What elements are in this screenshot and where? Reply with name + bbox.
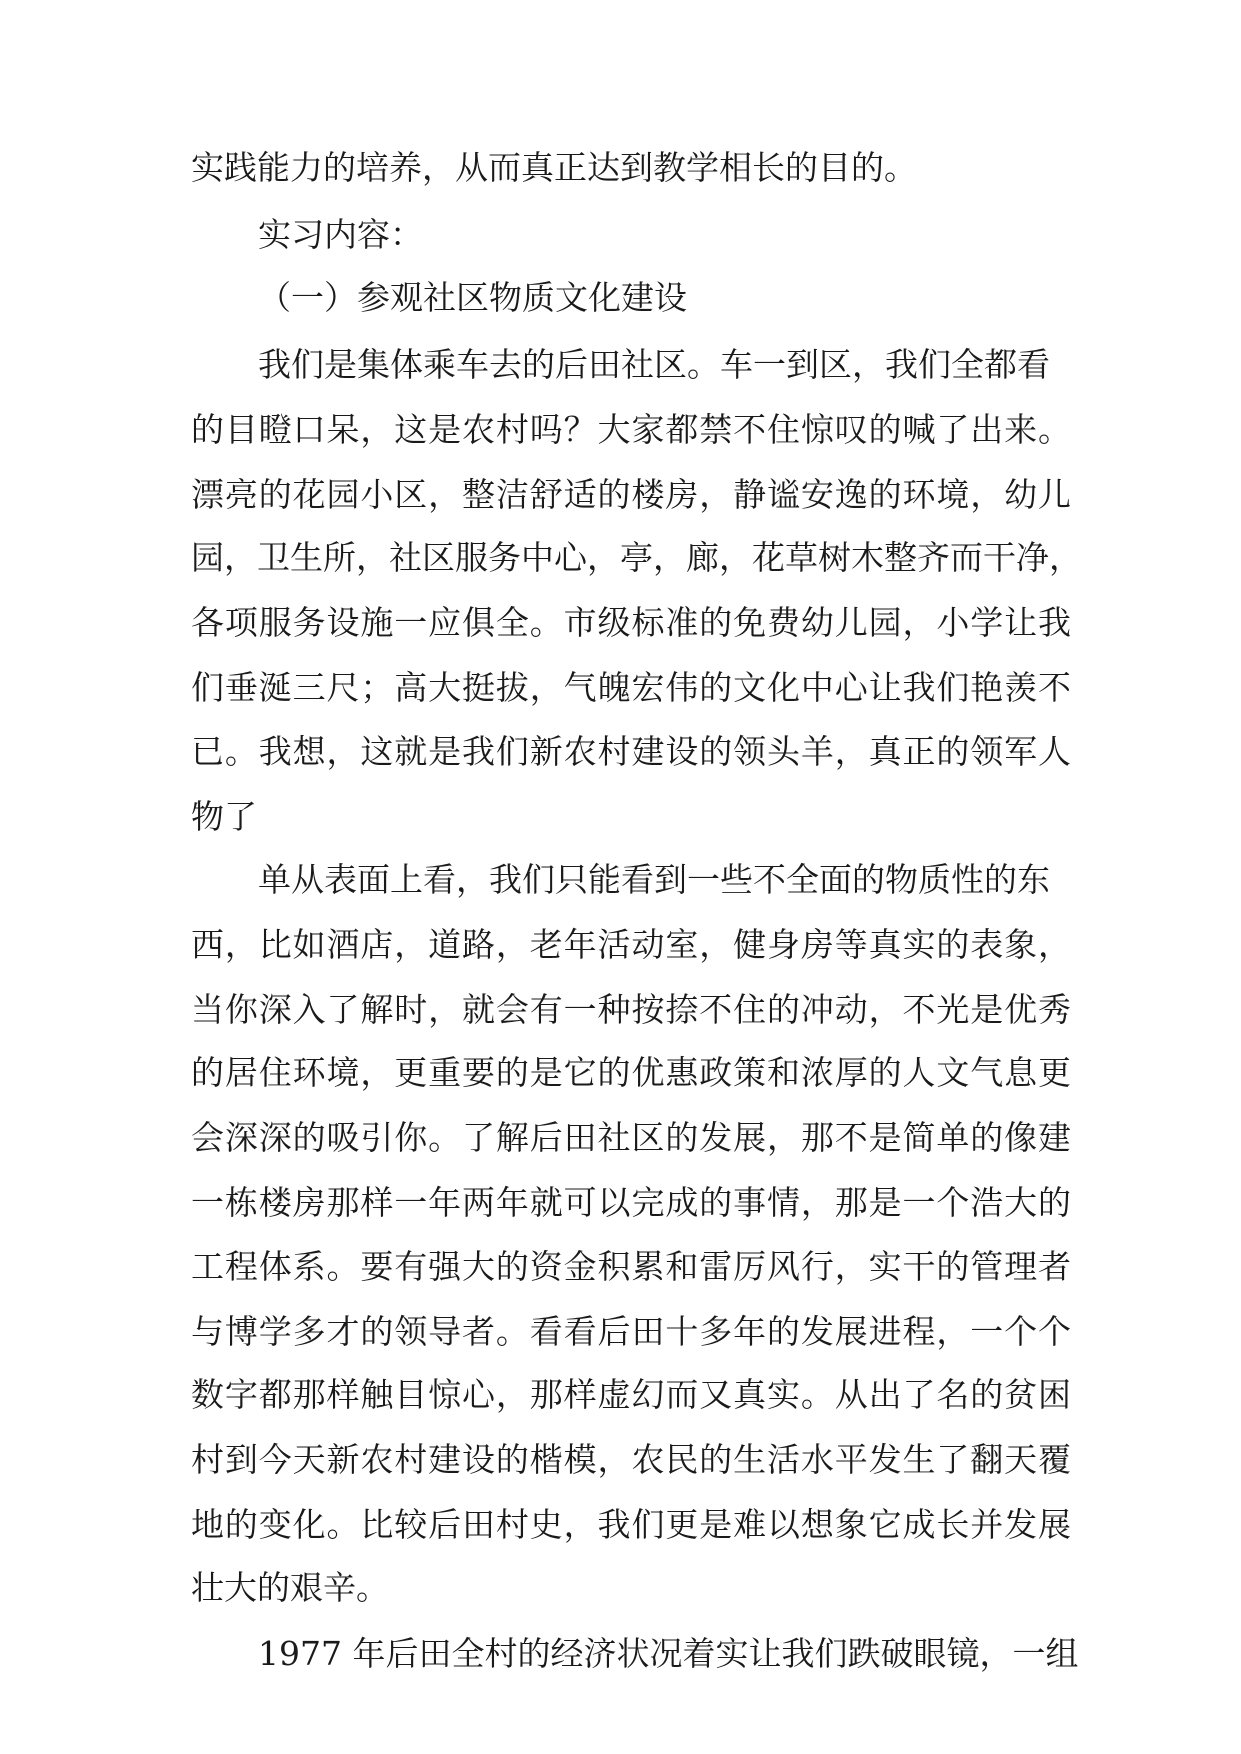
paragraph-line: 的目瞪口呆，这是农村吗？大家都禁不住惊叹的喊了出来。 <box>191 410 1071 449</box>
paragraph-line: 的居住环境，更重要的是它的优惠政策和浓厚的人文气息更 <box>191 1053 1071 1092</box>
paragraph-line: 一栋楼房那样一年两年就可以完成的事情，那是一个浩大的 <box>191 1183 1071 1222</box>
paragraph-line: 与博学多才的领导者。看看后田十多年的发展进程，一个个 <box>191 1312 1071 1351</box>
paragraph-line: 物了 <box>191 797 257 836</box>
subsection-heading: （一）参观社区物质文化建设 <box>258 278 687 317</box>
paragraph-line: 工程体系。要有强大的资金积累和雷厉风行，实干的管理者 <box>191 1247 1071 1286</box>
paragraph-line: 西，比如酒店，道路，老年活动室，健身房等真实的表象， <box>191 925 1071 964</box>
section-heading: 实习内容： <box>258 215 423 254</box>
paragraph-line: 数字都那样触目惊心，那样虚幻而又真实。从出了名的贫困 <box>191 1375 1071 1414</box>
text-line: 实践能力的培养，从而真正达到教学相长的目的。 <box>191 148 917 187</box>
paragraph-line: 已。我想，这就是我们新农村建设的领头羊，真正的领军人 <box>191 732 1071 771</box>
paragraph-line: 壮大的艰辛。 <box>191 1568 389 1607</box>
paragraph-line: 单从表面上看，我们只能看到一些不全面的物质性的东 <box>258 860 1050 899</box>
paragraph-line: 村到今天新农村建设的楷模，农民的生活水平发生了翻天覆 <box>191 1440 1071 1479</box>
paragraph-line: 园，卫生所，社区服务中心，亭，廊，花草树木整齐而干净， <box>191 538 1082 577</box>
paragraph-line: 会深深的吸引你。了解后田社区的发展，那不是简单的像建 <box>191 1118 1071 1157</box>
paragraph-line: 当你深入了解时，就会有一种按捺不住的冲动，不光是优秀 <box>191 990 1071 1029</box>
paragraph-line: 们垂涎三尺；高大挺拔，气魄宏伟的文化中心让我们艳羡不 <box>191 668 1071 707</box>
paragraph-line: 地的变化。比较后田村史，我们更是难以想象它成长并发展 <box>191 1505 1071 1544</box>
paragraph-line: 我们是集体乘车去的后田社区。车一到区，我们全都看 <box>258 345 1050 384</box>
paragraph-line: 漂亮的花园小区，整洁舒适的楼房，静谧安逸的环境，幼儿 <box>191 475 1071 514</box>
paragraph-line: 各项服务设施一应俱全。市级标准的免费幼儿园，小学让我 <box>191 603 1071 642</box>
paragraph-line: 1977 年后田全村的经济状况着实让我们跌破眼镜，一组 <box>258 1634 1079 1673</box>
